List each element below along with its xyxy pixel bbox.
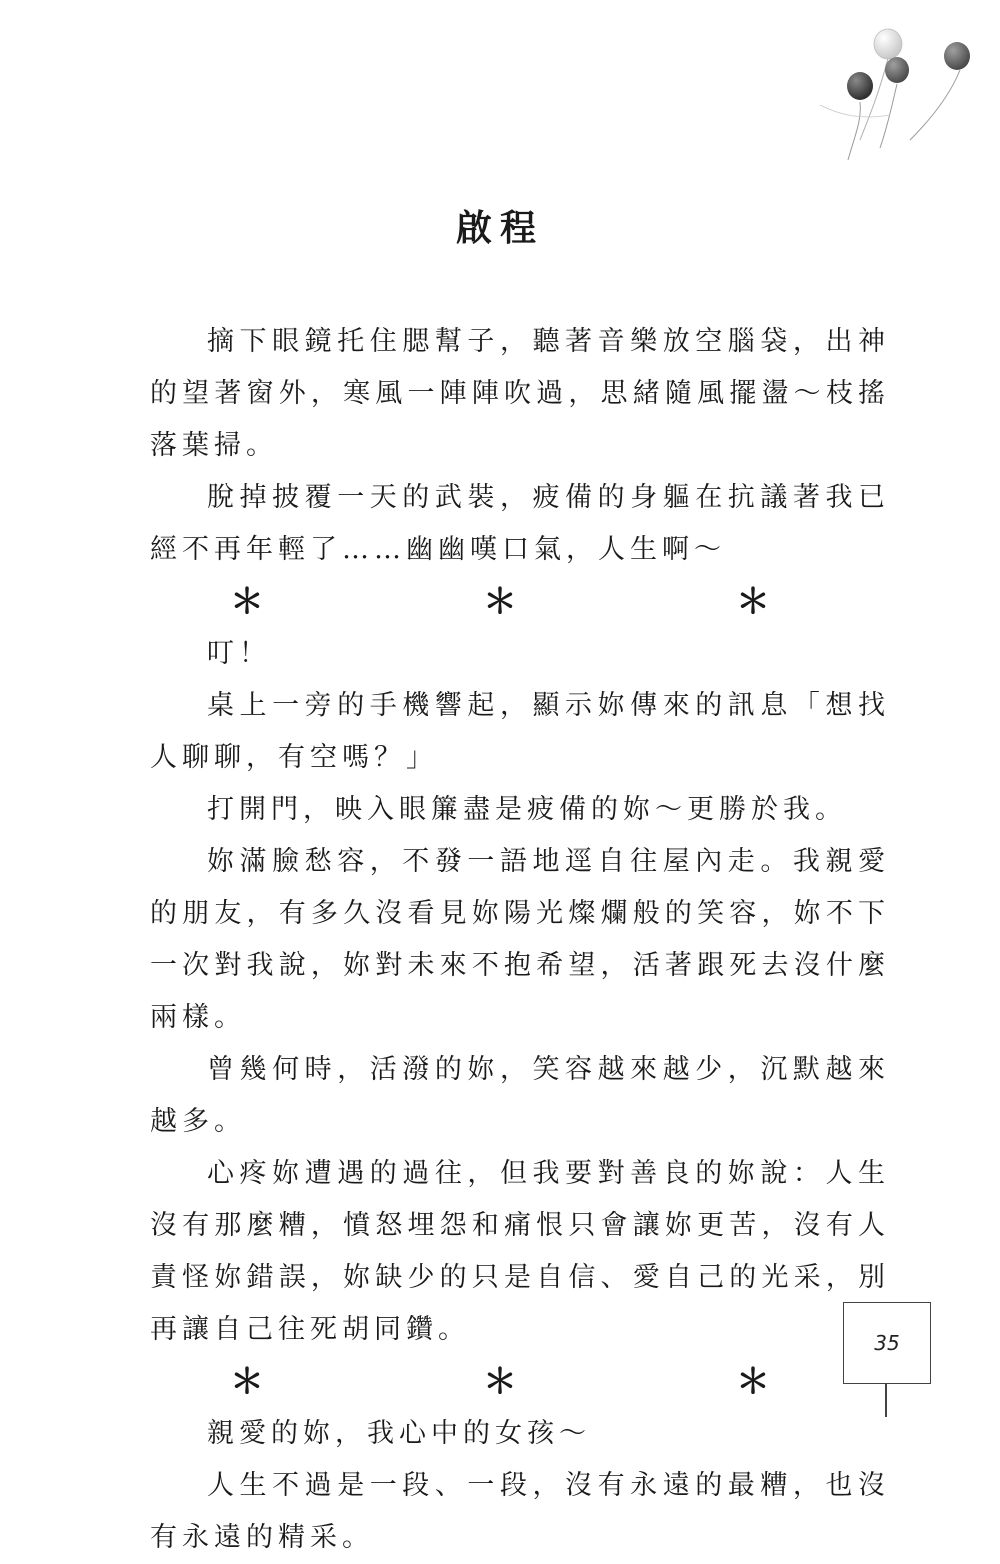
section-separator (150, 576, 890, 628)
paragraph: 人生不過是一段、一段，沒有永遠的最糟，也沒有永遠的精采。 (150, 1470, 890, 1553)
page-number-line (885, 1384, 887, 1417)
paragraph: 桌上一旁的手機響起，顯示妳傳來的訊息「想找人聊聊，有空嗎？」 (150, 690, 890, 773)
separator-star: ＊ (736, 582, 775, 622)
section-separator (150, 1356, 890, 1408)
separator-star: ＊ (483, 582, 522, 622)
separator-star: ＊ (736, 1362, 775, 1402)
paragraph: 曾幾何時，活潑的妳，笑容越來越少，沉默越來越多。 (150, 1054, 890, 1137)
paragraph: 親愛的妳，我心中的女孩～ (207, 1418, 591, 1449)
balloons-icon (800, 20, 990, 170)
paragraph: 摘下眼鏡托住腮幫子，聽著音樂放空腦袋，出神的望著窗外，寒風一陣陣吹過，思緒隨風擺盪～枝搖落葉掃。 (150, 326, 890, 461)
paragraph: 叮！ (207, 638, 271, 669)
paragraph: 脫掉披覆一天的武裝，疲備的身軀在抗議著我已經不再年輕了……幽幽嘆口氣，人生啊～ (150, 482, 890, 565)
paragraph: 心疼妳遭遇的過往，但我要對善良的妳說：人生沒有那麼糟，憤怒埋怨和痛恨只會讓妳更苦，沒有人責怪妳錯誤，妳缺少的只是自信、愛自己的光采，別再讓自己往死胡同鑽。 (150, 1158, 890, 1345)
paragraph: 妳滿臉愁容，不發一語地逕自往屋內走。我親愛的朋友，有多久沒看見妳陽光燦爛般的笑容，妳不下一次對我說，妳對未來不抱希望，活著跟死去沒什麼兩樣。 (150, 846, 890, 1033)
separator-star: ＊ (230, 1362, 269, 1402)
page-number-box (843, 1302, 931, 1384)
separator-star: ＊ (483, 1362, 522, 1402)
body-text (150, 316, 890, 1564)
page-number: 35 (874, 1331, 900, 1355)
separator-star: ＊ (230, 582, 269, 622)
paragraph: 打開門，映入眼簾盡是疲備的妳～更勝於我。 (207, 794, 847, 825)
page-title: 啟程 (455, 207, 544, 249)
